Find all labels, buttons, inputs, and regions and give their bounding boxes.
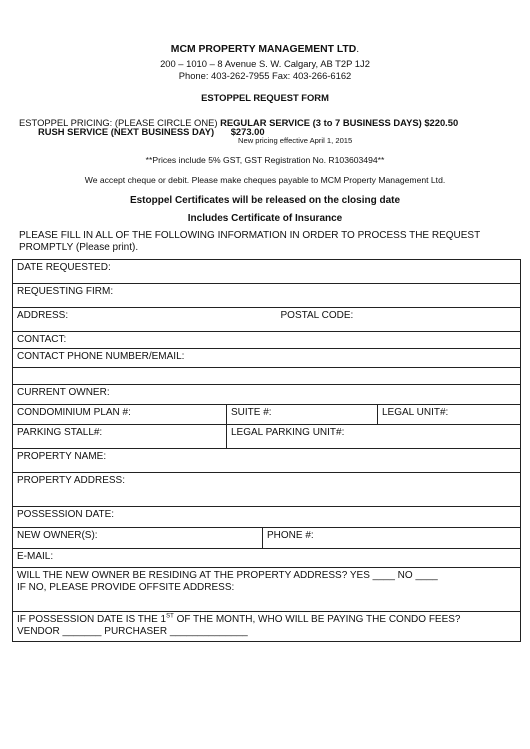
new-owners-field[interactable]	[13, 528, 263, 549]
legal-unit-label: LEGAL UNIT#:	[382, 407, 449, 418]
offsite-address-label: IF NO, PLEASE PROVIDE OFFSITE ADDRESS:	[17, 582, 235, 593]
company-name: MCM PROPERTY MANAGEMENT LTD.	[170, 44, 360, 55]
release-notice: Estoppel Certificates will be released on the closing date	[129, 195, 401, 206]
suite-label: SUITE #:	[231, 407, 272, 418]
instruction-line-2: PROMPTLY (Please print).	[19, 242, 139, 253]
requesting-firm-label: REQUESTING FIRM:	[17, 286, 114, 297]
contact-phone-email-field[interactable]	[13, 349, 521, 368]
rush-service-price: $273.00	[230, 126, 265, 137]
instruction-line-1: PLEASE FILL IN ALL OF THE FOLLOWING INFORMATION IN ORDER TO PROCESS THE REQUEST	[19, 230, 481, 241]
contact-phone-email-label: CONTACT PHONE NUMBER/EMAIL:	[17, 351, 185, 362]
property-name-label: PROPERTY NAME:	[17, 451, 107, 462]
pricing-label: ESTOPPEL PRICING: (PLEASE CIRCLE ONE)	[19, 117, 218, 128]
parking-stall-field[interactable]	[13, 425, 227, 449]
company-address: 200 – 1010 – 8 Avenue S. W. Calgary, AB T2P 1J2	[160, 58, 370, 69]
current-owner-label: CURRENT OWNER:	[17, 387, 110, 398]
legal-unit-field[interactable]	[378, 405, 521, 425]
address-label: ADDRESS:	[17, 310, 69, 321]
legal-parking-unit-field[interactable]	[227, 425, 521, 449]
contact-field[interactable]	[13, 332, 521, 349]
residing-question-field[interactable]	[13, 568, 521, 612]
contact-phone-email-extra-line[interactable]	[13, 368, 521, 385]
form-title: ESTOPPEL REQUEST FORM	[201, 92, 329, 103]
rush-service-line	[38, 126, 265, 137]
date-requested-field[interactable]	[13, 260, 521, 284]
address-field[interactable]	[13, 308, 263, 332]
current-owner-field[interactable]	[13, 385, 521, 405]
email-label: E-MAIL:	[17, 551, 54, 562]
property-name-field[interactable]	[13, 449, 521, 473]
payment-note: We accept cheque or debit. Please make cheques payable to MCM Property Management Ltd.	[84, 175, 446, 185]
phone-label: PHONE #:	[267, 530, 314, 541]
suite-field[interactable]	[227, 405, 378, 425]
condo-plan-field[interactable]	[13, 405, 227, 425]
date-requested-label: DATE REQUESTED:	[17, 262, 111, 273]
condo-fees-question-field[interactable]	[13, 612, 521, 642]
regular-service-option: REGULAR SERVICE (3 to 7 BUSINESS DAYS) $220.50	[220, 117, 459, 128]
possession-date-label: POSSESSION DATE:	[17, 509, 115, 520]
pricing-effective: New pricing effective April 1, 2015	[238, 136, 353, 145]
requesting-firm-field[interactable]	[13, 284, 521, 308]
legal-parking-unit-label: LEGAL PARKING UNIT#:	[231, 427, 345, 438]
gst-note: **Prices include 5% GST, GST Registration No. R103603494**	[145, 155, 385, 165]
condo-fees-question: IF POSSESSION DATE IS THE 1ST OF THE MONTH, WHO WILL BE PAYING THE CONDO FEES?	[17, 613, 461, 625]
condo-plan-label: CONDOMINIUM PLAN #:	[17, 407, 131, 418]
residing-question: WILL THE NEW OWNER BE RESIDING AT THE PROPERTY ADDRESS? YES ____ NO ____	[17, 570, 438, 581]
postal-code-label: POSTAL CODE:	[280, 310, 354, 321]
postal-code-field[interactable]	[263, 308, 521, 332]
insurance-notice: Includes Certificate of Insurance	[187, 213, 343, 224]
property-address-field[interactable]	[13, 473, 521, 507]
rush-service-option: RUSH SERVICE (NEXT BUSINESS DAY)	[38, 126, 215, 137]
estoppel-request-form	[12, 259, 521, 642]
parking-stall-label: PARKING STALL#:	[17, 427, 103, 438]
phone-field[interactable]	[263, 528, 521, 549]
property-address-label: PROPERTY ADDRESS:	[17, 475, 125, 486]
new-owners-label: NEW OWNER(S):	[17, 530, 98, 541]
contact-label: CONTACT:	[17, 334, 67, 345]
vendor-purchaser-choice: VENDOR _______ PURCHASER ______________	[17, 626, 248, 637]
email-field[interactable]	[13, 549, 521, 568]
company-phone: Phone: 403-262-7955 Fax: 403-266-6162	[178, 70, 352, 81]
possession-date-field[interactable]	[13, 507, 521, 528]
